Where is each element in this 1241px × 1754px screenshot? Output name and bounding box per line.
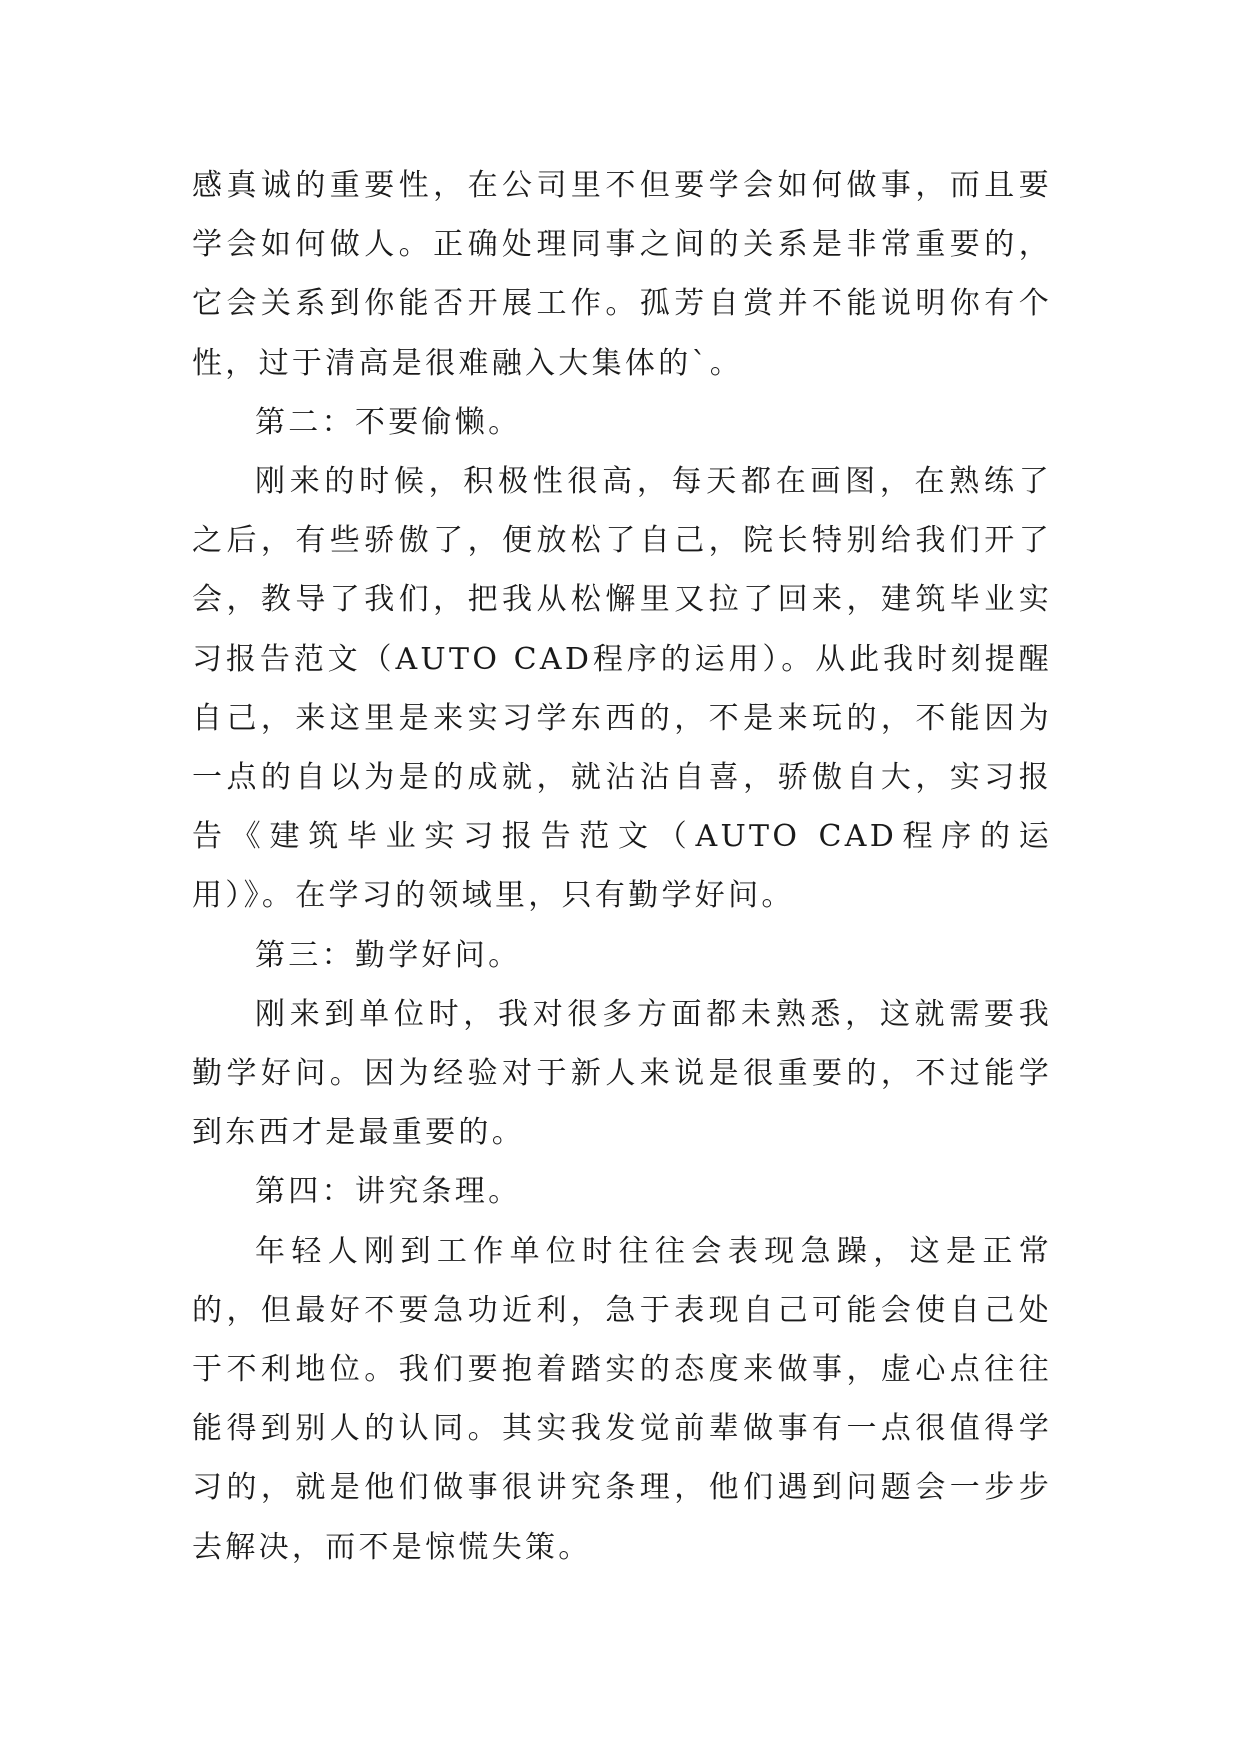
section-heading-fourth: 第四：讲究条理。 xyxy=(255,1174,522,1210)
paragraph-ask-questions: 刚来到单位时，我对很多方面都未熟悉，这就需要我勤学好问。因为经验对于新人来说是很重要的，不过能学到东西才是最重要的。 xyxy=(192,996,1052,1151)
section-heading-third: 第三：勤学好问。 xyxy=(255,937,522,973)
section-heading-second: 第二：不要偷懒。 xyxy=(255,404,522,440)
document-body xyxy=(192,156,1052,1577)
paragraph-no-slacking: 刚来的时候，积极性很高，每天都在画图，在熟练了之后，有些骄傲了，便放松了自己，院长特别给我们开了会，教导了我们，把我从松懈里又拉了回来，建筑毕业实习报告范文（AUTO CAD程序的运用）。从此我时刻提醒自己，来这里是来实习学东西的，不是来玩的，不能因为一点的自以为是的成就，就沾沾自喜，骄傲自大，实习报告《建筑毕业实习报告范文（AUTO CAD程序的运用）》。在学习的领域里，只有勤学好问。 xyxy=(192,464,1052,914)
paragraph-be-organized: 年轻人刚到工作单位时往往会表现急躁，这是正常的，但最好不要急功近利，急于表现自己可能会使自己处于不利地位。我们要抱着踏实的态度来做事，虚心点往往能得到别人的认同。其实我发觉前辈做事有一点很值得学习的，就是他们做事很讲究条理，他们遇到问题会一步步去解决，而不是惊慌失策。 xyxy=(192,1233,1052,1565)
paragraph-continuation: 感真诚的重要性，在公司里不但要学会如何做事，而且要学会如何做人。正确处理同事之间的关系是非常重要的，它会关系到你能否开展工作。孤芳自赏并不能说明你有个性，过于清高是很难融入大集体的`。 xyxy=(192,168,1052,381)
